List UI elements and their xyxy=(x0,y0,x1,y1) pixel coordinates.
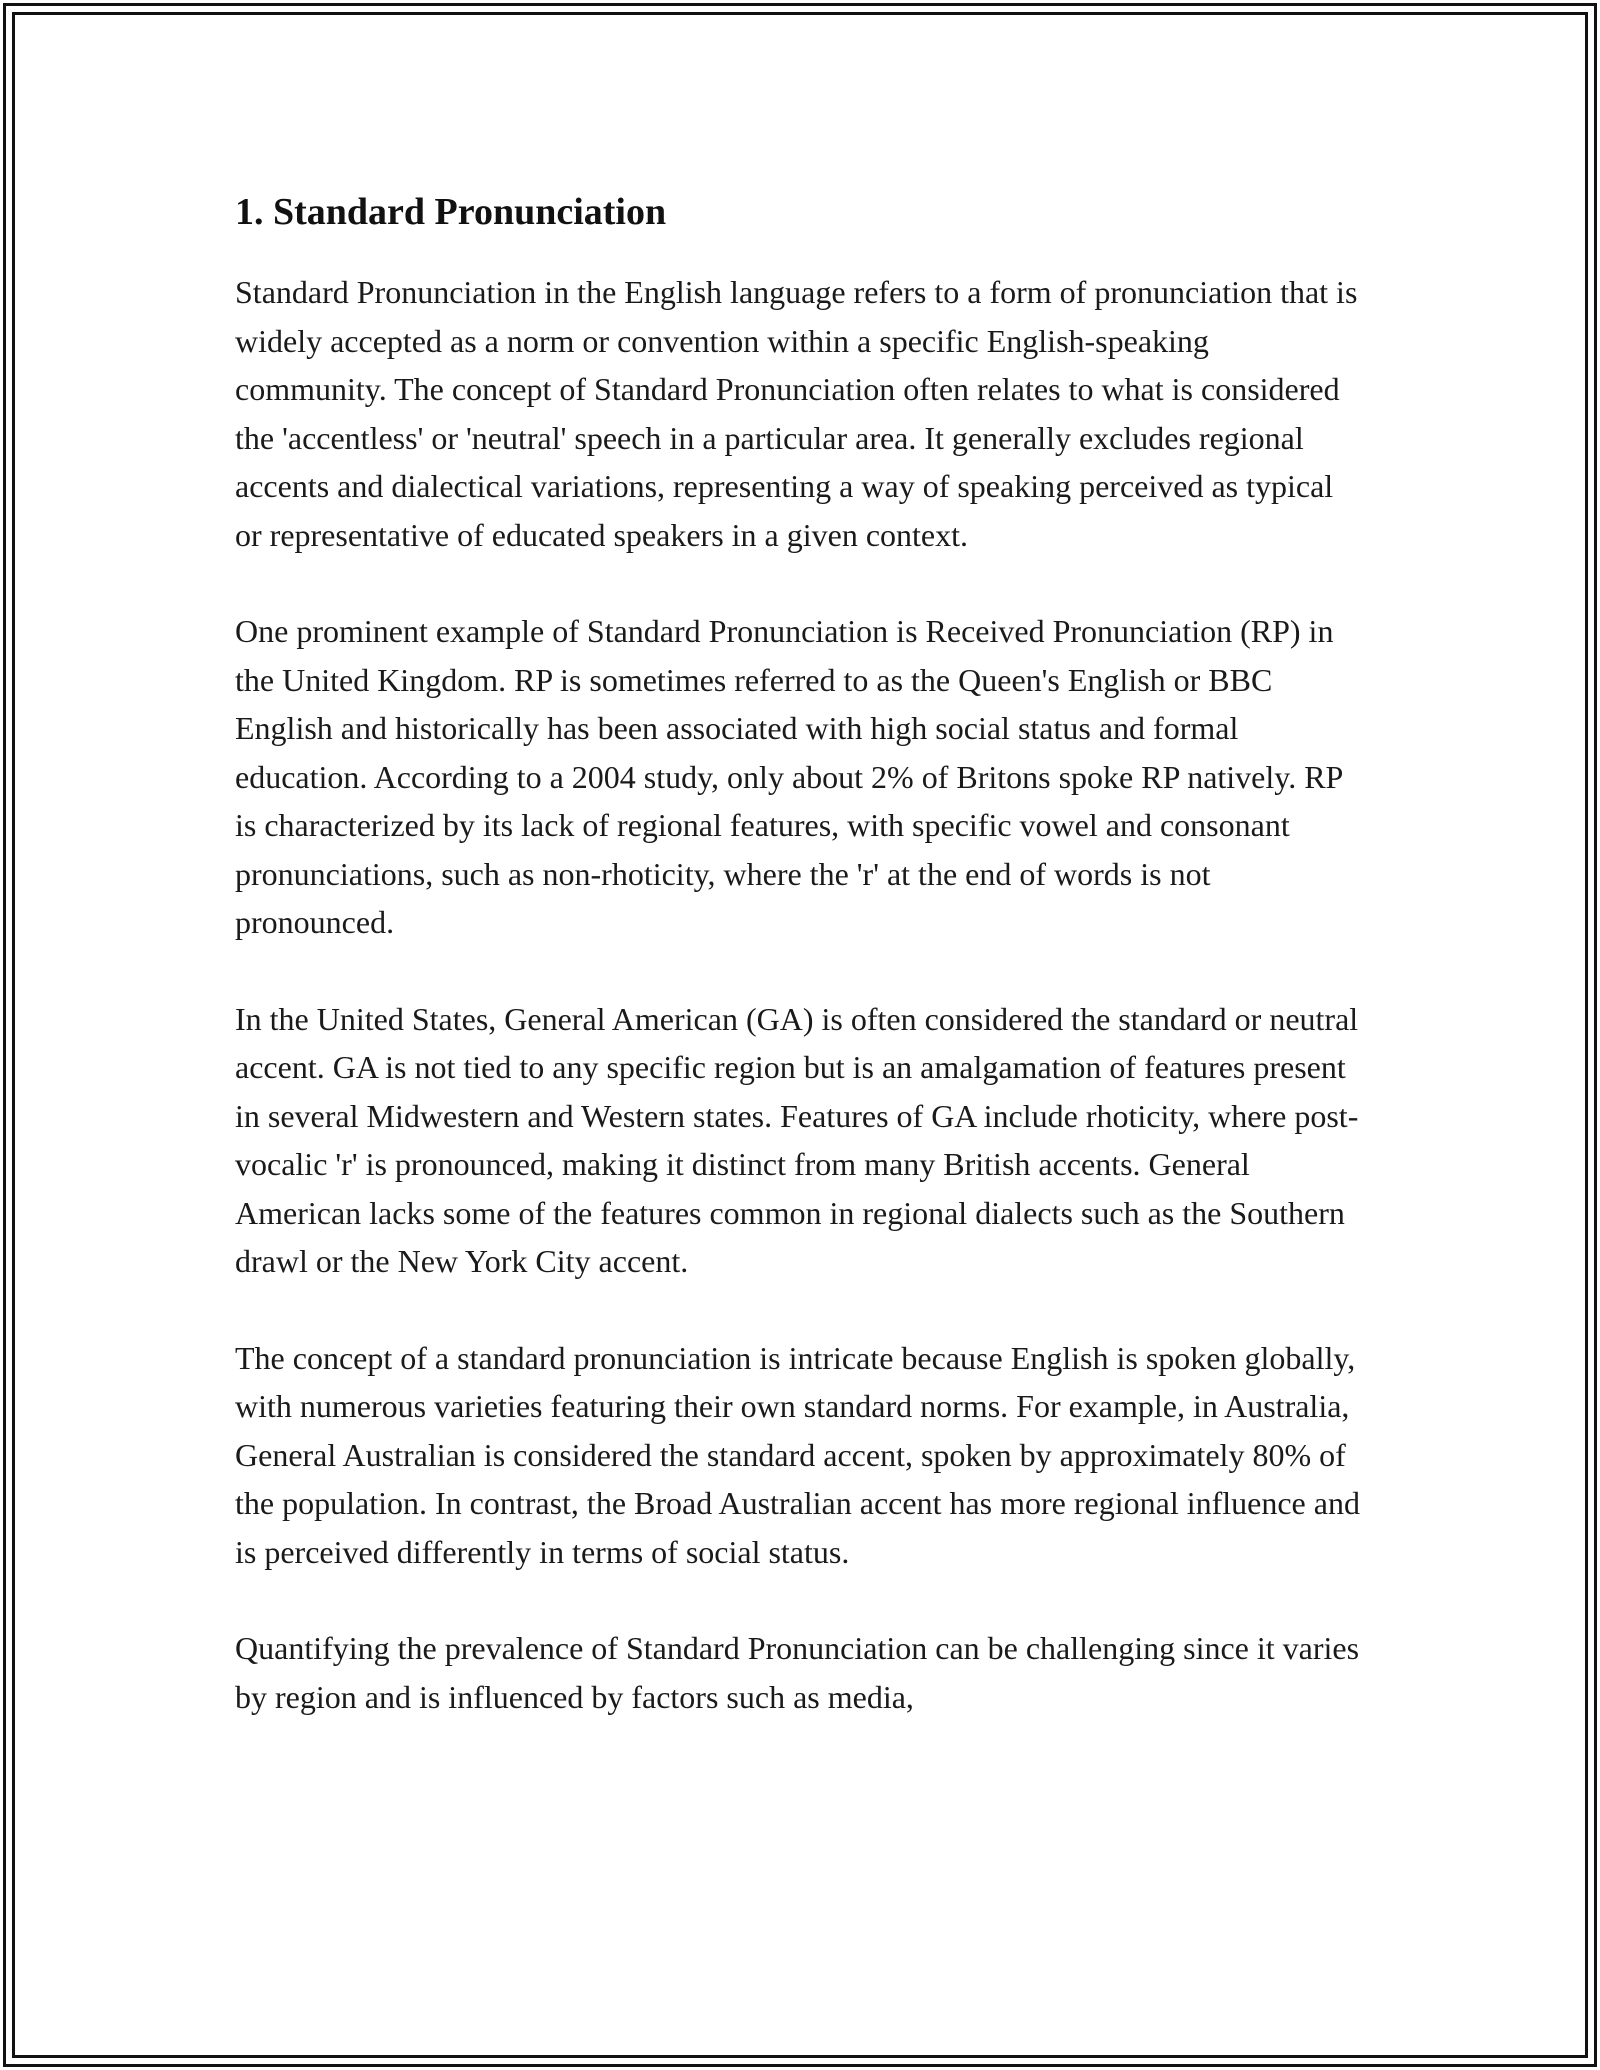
paragraph-general-american: In the United States, General American (GA) is often considered the standard or neutral accent. GA is not tied to any specific region but is an amalgamation of features present in several Midwestern and Western states. Features of GA include rhoticity, where post-vocalic 'r' is pronounced, making it distinct from many British accents. General American lacks some of the features common in regional dialects such as the Southern drawl or the New York City accent. xyxy=(235,1000,1359,1279)
document-body xyxy=(235,188,1365,1769)
paragraph-global-varieties: The concept of a standard pronunciation is intricate because English is spoken globally, with numerous varieties featuring their own standard norms. For example, in Australia, General Australian is considered the standard accent, spoken by approximately 80% of the population. In contrast, the Broad Australian accent has more regional influence and is perceived differently in terms of social status. xyxy=(235,1339,1360,1570)
paragraph-quantifying-prevalence: Quantifying the prevalence of Standard Pronunciation can be challenging since it varies by region and is influenced by factors such as media, xyxy=(235,1630,1360,1715)
paragraph-received-pronunciation: One prominent example of Standard Pronunciation is Received Pronunciation (RP) in the United Kingdom. RP is sometimes referred to as the Queen's English or BBC English and historically has been associated with high social status and formal education. According to a 2004 study, only about 2% of Britons spoke RP natively. RP is characterized by its lack of regional features, with specific vowel and consonant pronunciations, such as non-rhoticity, where the 'r' at the end of words is not pronounced. xyxy=(235,613,1343,940)
paragraph-standard-pronunciation-definition: Standard Pronunciation in the English language refers to a form of pronunciation that is widely accepted as a norm or convention within a specific English-speaking community. The concept of Standard Pronunciation often relates to what is considered the 'accentless' or 'neutral' speech in a particular area. It generally excludes regional accents and dialectical variations, representing a way of speaking perceived as typical or representative of educated speakers in a given context. xyxy=(235,274,1358,553)
section-title: 1. Standard Pronunciation xyxy=(235,191,667,233)
